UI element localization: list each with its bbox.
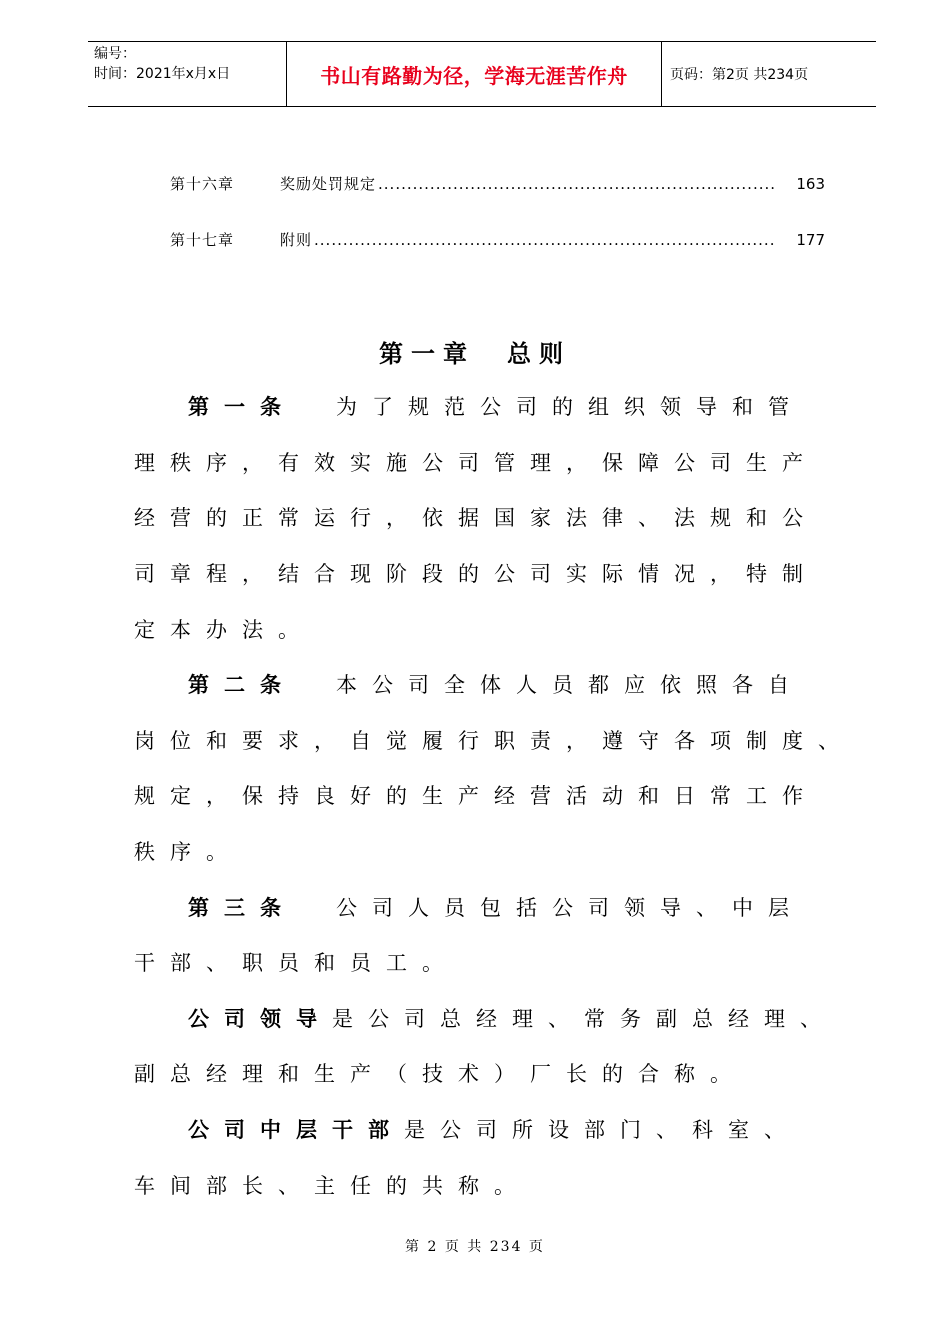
header-motto: 书山有路勤为径，学海无涯苦作舟 [287,42,662,106]
article-label: 第二条 [188,672,296,697]
article-2-line: 岗位和要求，自觉履行职责，遵守各项制度、 [134,729,854,753]
toc-entry[interactable] [170,229,825,250]
definition-term: 公司领导 [188,1006,332,1031]
chapter-title: 第一章 总则 [379,339,571,368]
time-label: 时间：2021年x月x日 [94,66,231,82]
article-2-line: 秩序。 [134,840,242,864]
article-3-line: 干部、职员和员工。 [134,951,458,975]
toc-leader-dots [378,175,775,193]
toc-page: 177 [796,231,825,249]
article-2-line: 规定，保持良好的生产经营活动和日常工作 [134,784,818,808]
page-footer: 第 2 页 共 234 页 [405,1239,545,1255]
toc-title: 附则 [280,231,313,249]
page-header [88,41,876,107]
definition-1-line: 副总经理和生产（技术）厂长的合称。 [134,1062,746,1086]
header-meta [88,42,287,106]
toc-chapter: 第十七章 [170,231,235,249]
article-1-line: 经营的正常运行，依据国家法律、法规和公 [134,506,818,530]
article-1-line [188,392,904,422]
article-1-line: 定本办法。 [134,618,314,642]
article-text: 为了规范公司的组织领导和管 [336,395,804,419]
toc-page: 163 [796,175,825,193]
definition-text: 是公司总经理、常务副总经理、 [332,1007,836,1031]
definition-2-line [188,1115,904,1145]
definition-1-line [188,1004,904,1034]
toc-chapter: 第十六章 [170,175,235,193]
definition-term: 公司中层干部 [188,1117,404,1142]
article-1-line: 司章程，结合现阶段的公司实际情况，特制 [134,562,818,586]
article-text: 本公司全体人员都应依照各自 [336,673,804,697]
article-1-line: 理秩序，有效实施公司管理，保障公司生产 [134,451,818,475]
toc-entry[interactable] [170,173,825,194]
definition-text: 是公司所设部门、科室、 [404,1118,800,1142]
article-label: 第三条 [188,895,296,920]
article-label: 第一条 [188,394,296,419]
toc-leader-dots [314,231,775,249]
number-label: 编号： [94,46,136,62]
article-2-line [188,670,904,700]
definition-2-line: 车间部长、主任的共称。 [134,1174,530,1198]
toc-title: 奖励处罚规定 [280,175,377,193]
article-text: 公司人员包括公司领导、中层 [336,896,804,920]
article-3-line [188,893,904,923]
header-page-info: 页码：第2页 共234页 [670,67,809,83]
